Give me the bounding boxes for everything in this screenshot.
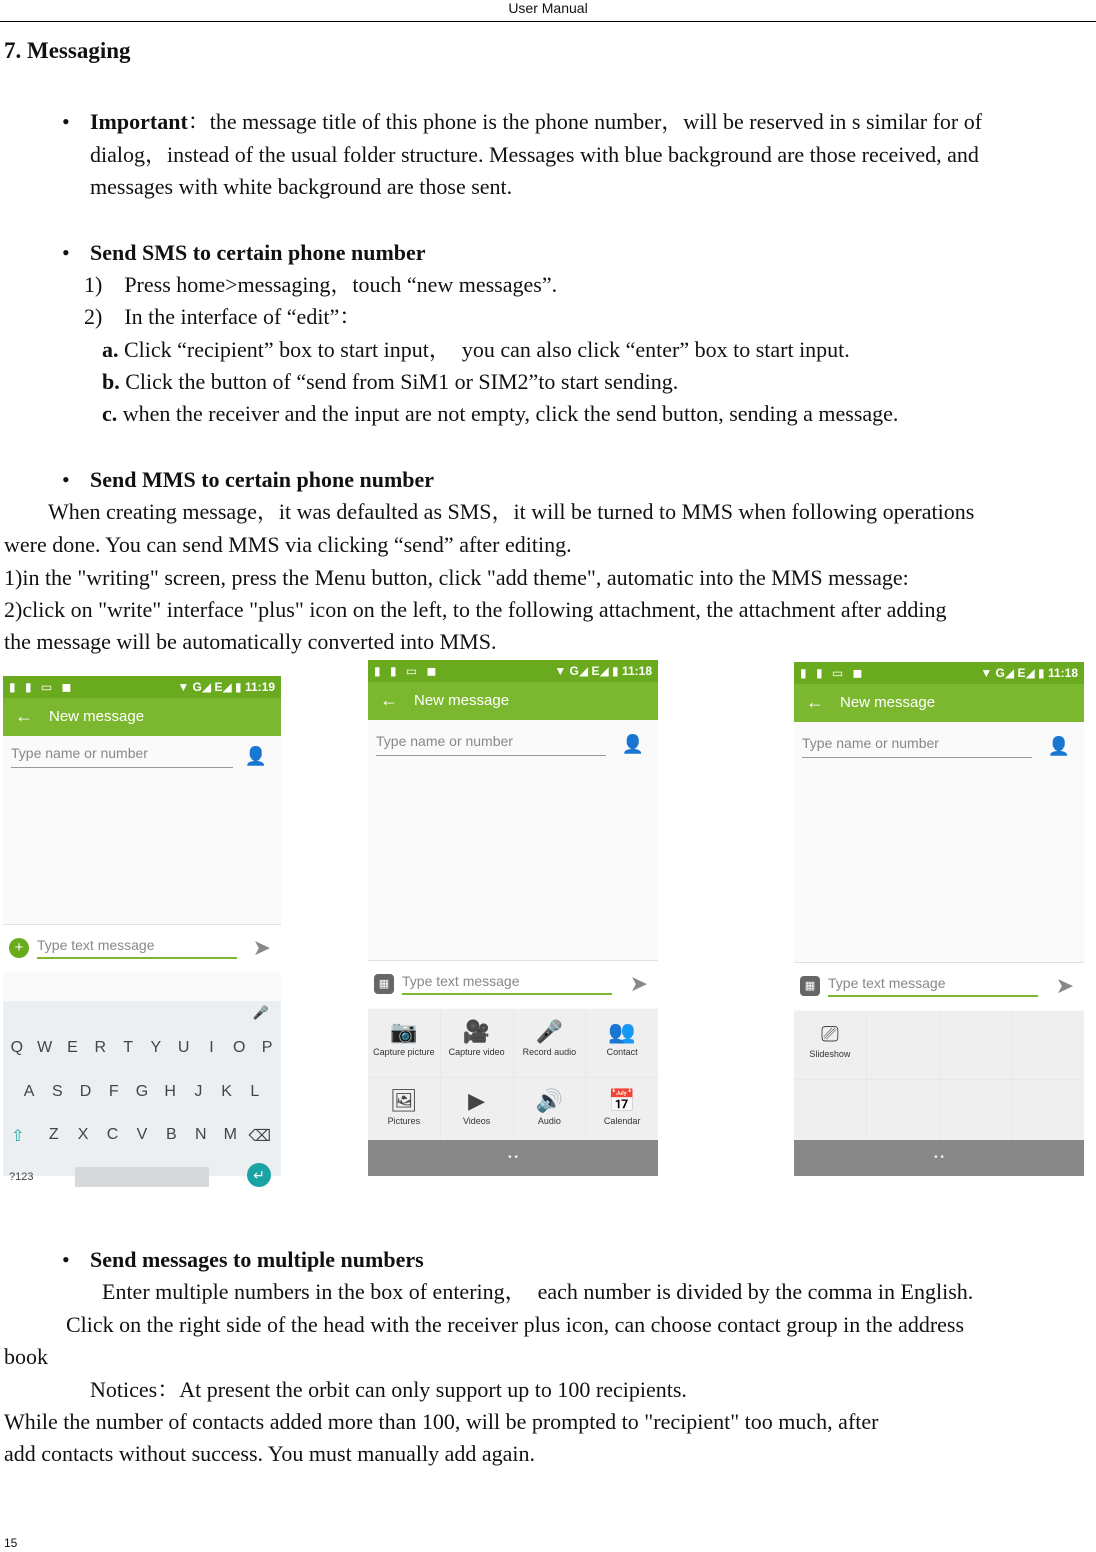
- attach-label: Slideshow: [809, 1049, 851, 1059]
- add-contact-icon[interactable]: 👤: [244, 746, 267, 766]
- message-input[interactable]: Type text message: [402, 969, 612, 995]
- attach-videos[interactable]: [441, 1078, 513, 1146]
- mms-line-1: When creating message，it was defaulted as SMS，it will be turned to MMS when following operations: [48, 499, 975, 524]
- signal-icon: ▼ G◢ E◢ ▮: [177, 680, 242, 694]
- multi-line-1: Enter multiple numbers in the box of entering， each number is divided by the comma in English.: [102, 1279, 974, 1304]
- sms-step-1: 1) Press home>messaging，touch “new messages”.: [84, 272, 558, 297]
- attach-label: Calendar: [603, 1116, 641, 1126]
- attach-record-audio[interactable]: [514, 1009, 586, 1077]
- step-b-label: b.: [102, 369, 120, 394]
- keyboard-key[interactable]: I: [209, 1039, 214, 1056]
- back-arrow-icon[interactable]: ←: [806, 692, 824, 712]
- message-input[interactable]: Type text message: [37, 933, 237, 959]
- clock: 11:19: [244, 680, 275, 694]
- app-title: New message: [414, 692, 510, 709]
- mms-line-4: 2)click on "write" interface "plus" icon on the left, to the following attachment, the attachment after adding: [4, 597, 947, 622]
- sms-heading: Send SMS to certain phone number: [90, 240, 426, 265]
- speaker-icon: 🔊: [535, 1088, 564, 1113]
- bullet-dot: •: [62, 109, 70, 134]
- step-b-text: Click the button of “send from SiM1 or SIM2”to start sending.: [119, 369, 679, 394]
- status-right: [177, 680, 275, 694]
- empty-cell: [867, 1080, 939, 1148]
- sms-step-2: 2) In the interface of “edit”：: [84, 304, 362, 329]
- status-bar: [3, 676, 281, 698]
- empty-cell: [1012, 1080, 1084, 1148]
- contact-icon: 👥: [608, 1019, 636, 1044]
- attach-capture-picture[interactable]: [368, 1009, 440, 1077]
- camera-icon: 📷: [390, 1019, 418, 1044]
- attach-audio[interactable]: [514, 1078, 586, 1146]
- notification-icons: ▮ ▮ ▭ ◼: [9, 680, 75, 694]
- empty-cell: [867, 1011, 939, 1079]
- attach-calendar[interactable]: [586, 1078, 658, 1146]
- notification-icons: ▮ ▮ ▭ ◼: [374, 664, 440, 678]
- status-right: [980, 666, 1078, 680]
- attachment-grid: [794, 1011, 1084, 1148]
- clock: 11:18: [621, 664, 652, 678]
- multi-heading: Send messages to multiple numbers: [90, 1247, 424, 1272]
- status-right: [554, 664, 652, 678]
- page-indicator: • •: [794, 1140, 1084, 1176]
- back-arrow-icon[interactable]: ←: [15, 706, 33, 726]
- attach-label: Contact: [606, 1047, 638, 1057]
- compose-bar: [3, 924, 281, 972]
- enter-icon[interactable]: ↵: [247, 1163, 271, 1187]
- keyboard-key[interactable]: R: [94, 1039, 107, 1056]
- keyboard-key[interactable]: Q: [10, 1039, 24, 1056]
- attach-label: Record audio: [522, 1047, 577, 1057]
- phone-screenshot-attach: [368, 660, 658, 1176]
- keyboard-key[interactable]: H: [164, 1083, 176, 1100]
- keyboard-key[interactable]: F: [108, 1083, 119, 1100]
- keyboard-key[interactable]: D: [79, 1083, 92, 1100]
- keyboard-key[interactable]: S: [51, 1083, 63, 1100]
- attach-label: Videos: [462, 1116, 491, 1126]
- multi-line-6: add contacts without success. You must manually add again.: [4, 1441, 535, 1466]
- add-contact-icon[interactable]: 👤: [1047, 736, 1070, 756]
- keyboard-key[interactable]: C: [106, 1126, 119, 1143]
- app-title: New message: [840, 694, 936, 711]
- important-text: ：the message title of this phone is the phone number，will be reserved in s similar for of: [187, 109, 983, 134]
- compose-bar: [368, 960, 658, 1008]
- recipient-input[interactable]: Type name or number: [802, 730, 1032, 758]
- keyboard-key[interactable]: N: [195, 1126, 207, 1143]
- empty-cell: [940, 1011, 1012, 1079]
- picture-icon: 🖼: [389, 1088, 418, 1113]
- keyboard-row-1: [3, 1039, 281, 1057]
- attach-label: Audio: [537, 1116, 561, 1126]
- keyboard-key[interactable]: E: [67, 1039, 78, 1056]
- video-icon: ▶: [468, 1088, 486, 1113]
- multi-line-4: Notices：At present the orbit can only support up to 100 recipients.: [90, 1377, 687, 1402]
- important-line-1: [90, 108, 982, 136]
- page-indicator: • •: [368, 1140, 658, 1176]
- empty-cell: [940, 1080, 1012, 1148]
- attach-slideshow[interactable]: [794, 1011, 866, 1079]
- video-camera-icon: 🎥: [462, 1019, 491, 1044]
- attach-contact[interactable]: [586, 1009, 658, 1077]
- send-icon[interactable]: ➤: [629, 971, 648, 996]
- bullet-dot: •: [62, 1247, 70, 1272]
- recipient-input[interactable]: Type name or number: [11, 740, 233, 768]
- attach-capture-video[interactable]: [441, 1009, 513, 1077]
- keyboard-key[interactable]: V: [136, 1126, 148, 1143]
- multi-line-2: Click on the right side of the head with the receiver plus icon, can choose contact group in the address: [66, 1312, 965, 1337]
- attach-label: Capture picture: [373, 1047, 435, 1057]
- keyboard: [3, 1001, 281, 1183]
- keyboard-icon[interactable]: ▦: [800, 976, 820, 996]
- keyboard-key[interactable]: Y: [150, 1039, 162, 1056]
- keyboard-key[interactable]: P: [261, 1039, 273, 1056]
- back-arrow-icon[interactable]: ←: [380, 690, 398, 710]
- attach-label: Pictures: [387, 1116, 421, 1126]
- keyboard-icon[interactable]: ▦: [374, 974, 394, 994]
- app-bar: [3, 698, 281, 736]
- keyboard-key[interactable]: X: [77, 1126, 89, 1143]
- app-bar: [794, 684, 1084, 722]
- mic-icon[interactable]: 🎤: [252, 1005, 269, 1020]
- message-input[interactable]: Type text message: [828, 971, 1038, 997]
- keyboard-key[interactable]: K: [221, 1083, 232, 1100]
- microphone-icon: 🎤: [535, 1019, 564, 1044]
- backspace-icon[interactable]: ⌫: [248, 1128, 271, 1145]
- calendar-icon: 📅: [608, 1088, 636, 1113]
- header-title: User Manual: [508, 0, 588, 16]
- page-header: [0, 0, 1096, 22]
- notification-icons: ▮ ▮ ▭ ◼: [800, 666, 866, 680]
- section-heading: 7. Messaging: [4, 38, 131, 63]
- signal-icon: ▼ G◢ E◢ ▮: [554, 664, 619, 678]
- keyboard-key[interactable]: M: [223, 1126, 237, 1143]
- bullet-dot: •: [62, 467, 70, 492]
- keyboard-key[interactable]: U: [177, 1039, 190, 1056]
- send-icon[interactable]: ➤: [1055, 973, 1074, 998]
- step-c-text: when the receiver and the input are not empty, click the send button, sending a message.: [117, 401, 899, 426]
- recipient-input[interactable]: Type name or number: [376, 728, 606, 756]
- keyboard-key[interactable]: Z: [48, 1126, 59, 1143]
- sms-step-b: [102, 368, 678, 396]
- step-c-label: c.: [102, 401, 118, 426]
- signal-icon: ▼ G◢ E◢ ▮: [980, 666, 1045, 680]
- sms-step-c: [102, 400, 898, 428]
- important-label: Important: [90, 109, 188, 134]
- keyboard-key[interactable]: L: [250, 1083, 260, 1100]
- attach-label: Capture video: [448, 1047, 505, 1057]
- attachment-grid: [368, 1009, 658, 1146]
- shift-icon[interactable]: ⇧: [11, 1128, 25, 1145]
- keyboard-key[interactable]: G: [135, 1083, 149, 1100]
- mms-line-2: were done. You can send MMS via clicking “send” after editing.: [4, 532, 572, 557]
- status-bar: [368, 660, 658, 682]
- sms-step-a: [102, 336, 850, 364]
- keyboard-row-2: [3, 1083, 281, 1101]
- mms-line-5: the message will be automatically converted into MMS.: [4, 629, 497, 654]
- mms-heading: Send MMS to certain phone number: [90, 467, 435, 492]
- phone-screenshot-slideshow: [794, 662, 1084, 1176]
- send-icon[interactable]: ➤: [252, 935, 271, 960]
- empty-cell: [794, 1080, 866, 1148]
- symbols-key[interactable]: ?123: [9, 1171, 34, 1183]
- phone-screenshot-keyboard: [3, 676, 281, 1183]
- status-bar: [794, 662, 1084, 684]
- space-bar[interactable]: [75, 1167, 209, 1187]
- attach-pictures[interactable]: [368, 1078, 440, 1146]
- mms-line-3: 1)in the "writing" screen, press the Menu button, click "add theme", automatic into the MMS message:: [4, 565, 909, 590]
- bullet-dot: •: [62, 240, 70, 265]
- important-line-3: messages with white background are those sent.: [90, 174, 513, 199]
- plus-icon[interactable]: +: [9, 938, 29, 958]
- keyboard-key[interactable]: T: [123, 1039, 133, 1056]
- multi-line-5: While the number of contacts added more than 100, will be prompted to "recipient" too much, after: [4, 1409, 879, 1434]
- slideshow-icon: ⎚: [821, 1021, 839, 1046]
- keyboard-key[interactable]: B: [166, 1126, 177, 1143]
- keyboard-key[interactable]: O: [233, 1039, 246, 1056]
- multi-line-3: book: [4, 1344, 48, 1369]
- keyboard-row-3: [3, 1126, 281, 1144]
- keyboard-key[interactable]: A: [23, 1083, 35, 1100]
- empty-cell: [1012, 1011, 1084, 1079]
- keyboard-key[interactable]: W: [37, 1039, 53, 1056]
- step-a-text: Click “recipient” box to start input， you can also click “enter” box to start input.: [118, 337, 850, 362]
- keyboard-key[interactable]: J: [194, 1083, 203, 1100]
- page-number: 15: [4, 1536, 18, 1550]
- app-bar: [368, 682, 658, 720]
- add-contact-icon[interactable]: 👤: [621, 734, 644, 754]
- app-title: New message: [49, 708, 145, 725]
- clock: 11:18: [1047, 666, 1078, 680]
- important-line-2: dialog，instead of the usual folder structure. Messages with blue background are those received, and: [90, 142, 979, 167]
- compose-bar: [794, 962, 1084, 1010]
- step-a-label: a.: [102, 337, 119, 362]
